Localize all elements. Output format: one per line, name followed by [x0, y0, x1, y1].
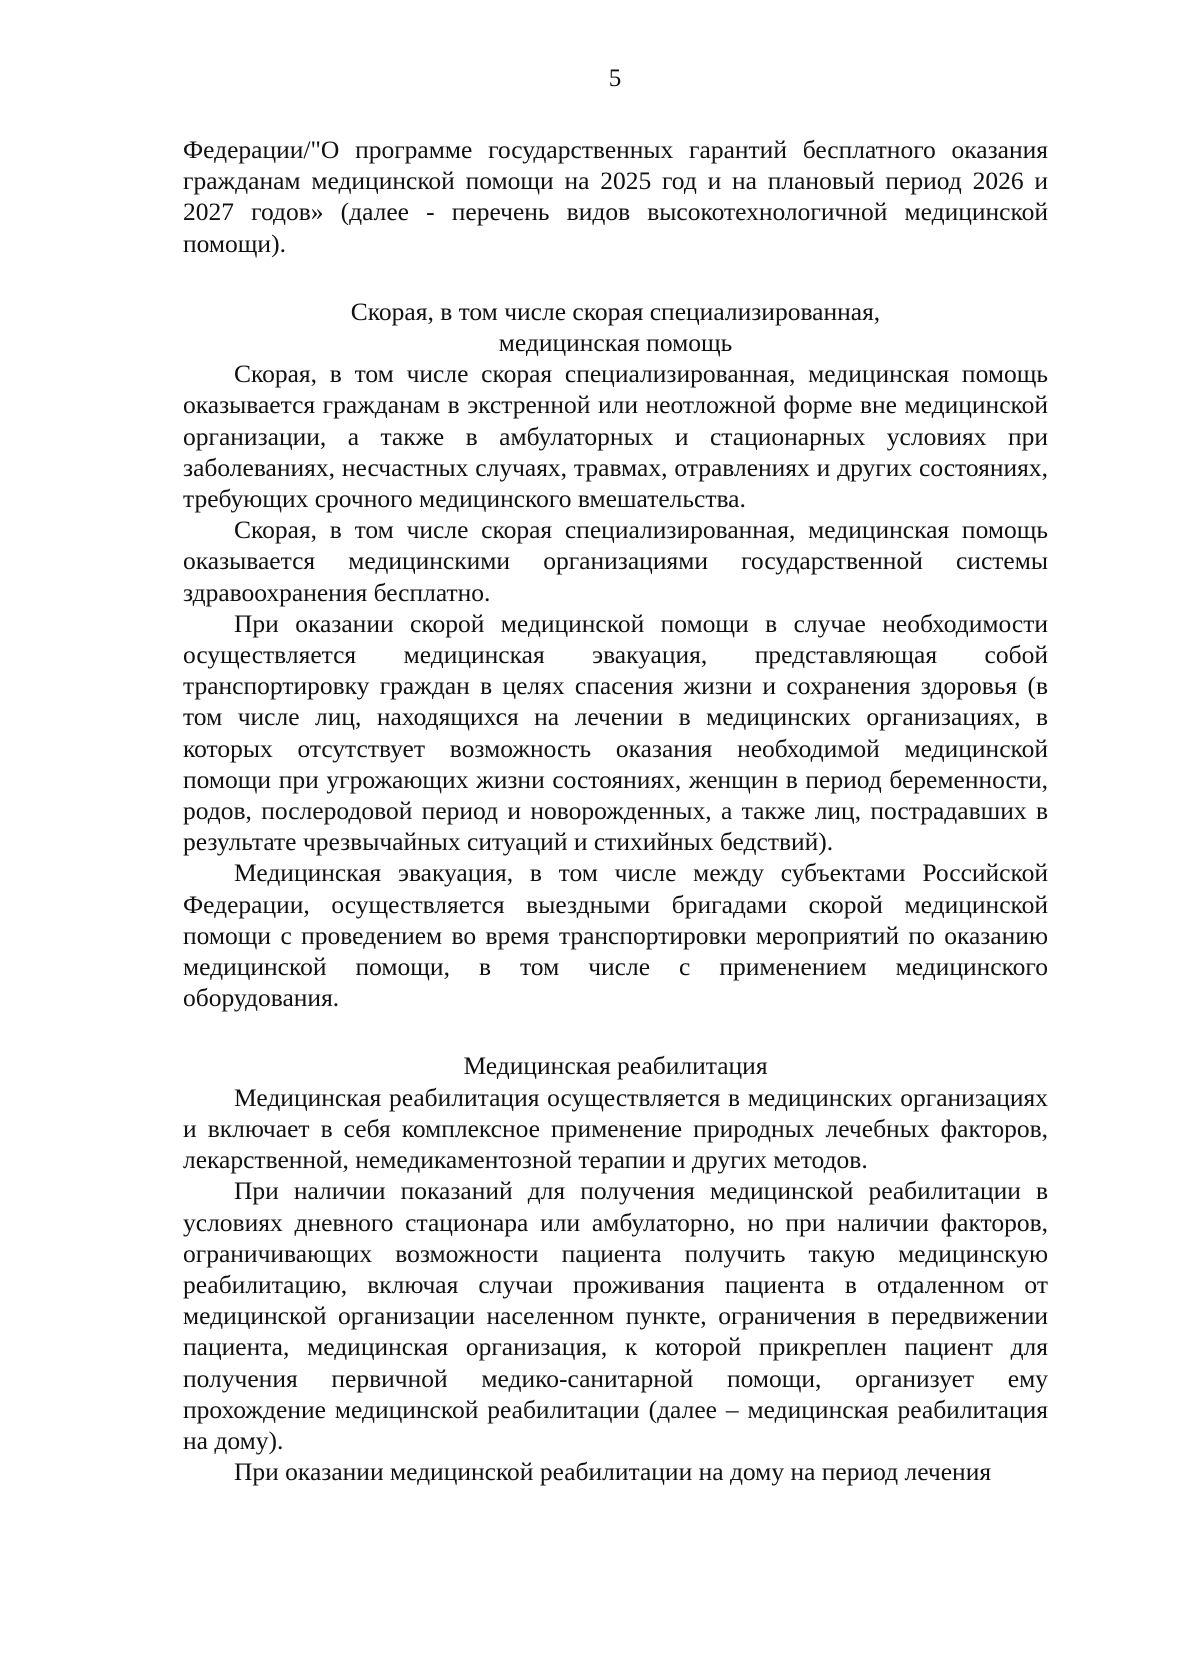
document-body: [183, 134, 1048, 1487]
section-emergency-care: [183, 296, 1048, 1014]
emergency-paragraph-3: При оказании скорой медицинской помощи в случае необходимости осуществляется медицинская эвакуация, представляющая собой транспортировку граждан в целях спасения жизни и сохранения здоровья (в том числе лиц, находящихся на лечении в медицинских организациях, в которых отсутствует возможность оказания необходимой медицинской помощи при угрожающих жизни состояниях, женщин в период беременности, родов, послеродовой период и новорожденных, а также лиц, пострадавших в результате чрезвычайных ситуаций и стихийных бедствий).: [183, 608, 1048, 857]
rehabilitation-paragraph-1: Медицинская реабилитация осуществляется в медицинских организациях и включает в себя комплексное применение природных лечебных факторов, лекарственной, немедикаментозной терапии и других методов.: [183, 1082, 1048, 1175]
rehabilitation-paragraph-3: При оказании медицинской реабилитации на дому на период лечения: [234, 1457, 992, 1487]
emergency-paragraph-4: Медицинская эвакуация, в том числе между субъектами Российской Федерации, осуществляется выездными бригадами скорой медицинской помощи с проведением во время транспортировки мероприятий по оказанию медицинской помощи, в том числе с применением медицинского оборудования.: [183, 858, 1048, 1013]
emergency-paragraph-2: Скорая, в том числе скорая специализированная, медицинская помощь оказывается медицинскими организациями государственной системы здравоохранения бесплатно.: [183, 515, 1048, 607]
section-medical-rehabilitation: [183, 1050, 1048, 1487]
section-heading-emergency-line2: медицинская помощь: [498, 328, 733, 358]
section-heading-emergency-line1: Скорая, в том числе скорая специализированная,: [350, 296, 881, 326]
emergency-paragraph-1: Скорая, в том числе скорая специализированная, медицинская помощь оказывается гражданам в экстренной или неотложной форме вне медицинской организации, а также в амбулаторных и стационарных условиях при заболеваниях, несчастных случаях, травмах, отравлениях и других состояниях, требующих срочного медицинского вмешательства.: [183, 359, 1048, 514]
section-heading-rehabilitation: Медицинская реабилитация: [463, 1051, 768, 1081]
rehabilitation-paragraph-2: При наличии показаний для получения медицинской реабилитации в условиях дневного стационара или амбулаторно, но при наличии факторов, ограничивающих возможности пациента получить такую медицинскую реабилитацию, включая случаи проживания пациента в отдаленном от медицинской организации населенном пункте, ограничения в передвижении пациента, медицинская организация, к которой прикреплен пациент для получения первичной медико-санитарной помощи, организует ему прохождение медицинской реабилитации (далее – медицинская реабилитация на дому).: [183, 1176, 1048, 1455]
intro-paragraph: Федерации/"О программе государственных гарантий бесплатного оказания гражданам медицинской помощи на 2025 год и на плановый период 2026 и 2027 годов» (далее - перечень видов высокотехнологичной медицинской помощи).: [183, 135, 1048, 258]
page-number: 5: [608, 65, 622, 92]
